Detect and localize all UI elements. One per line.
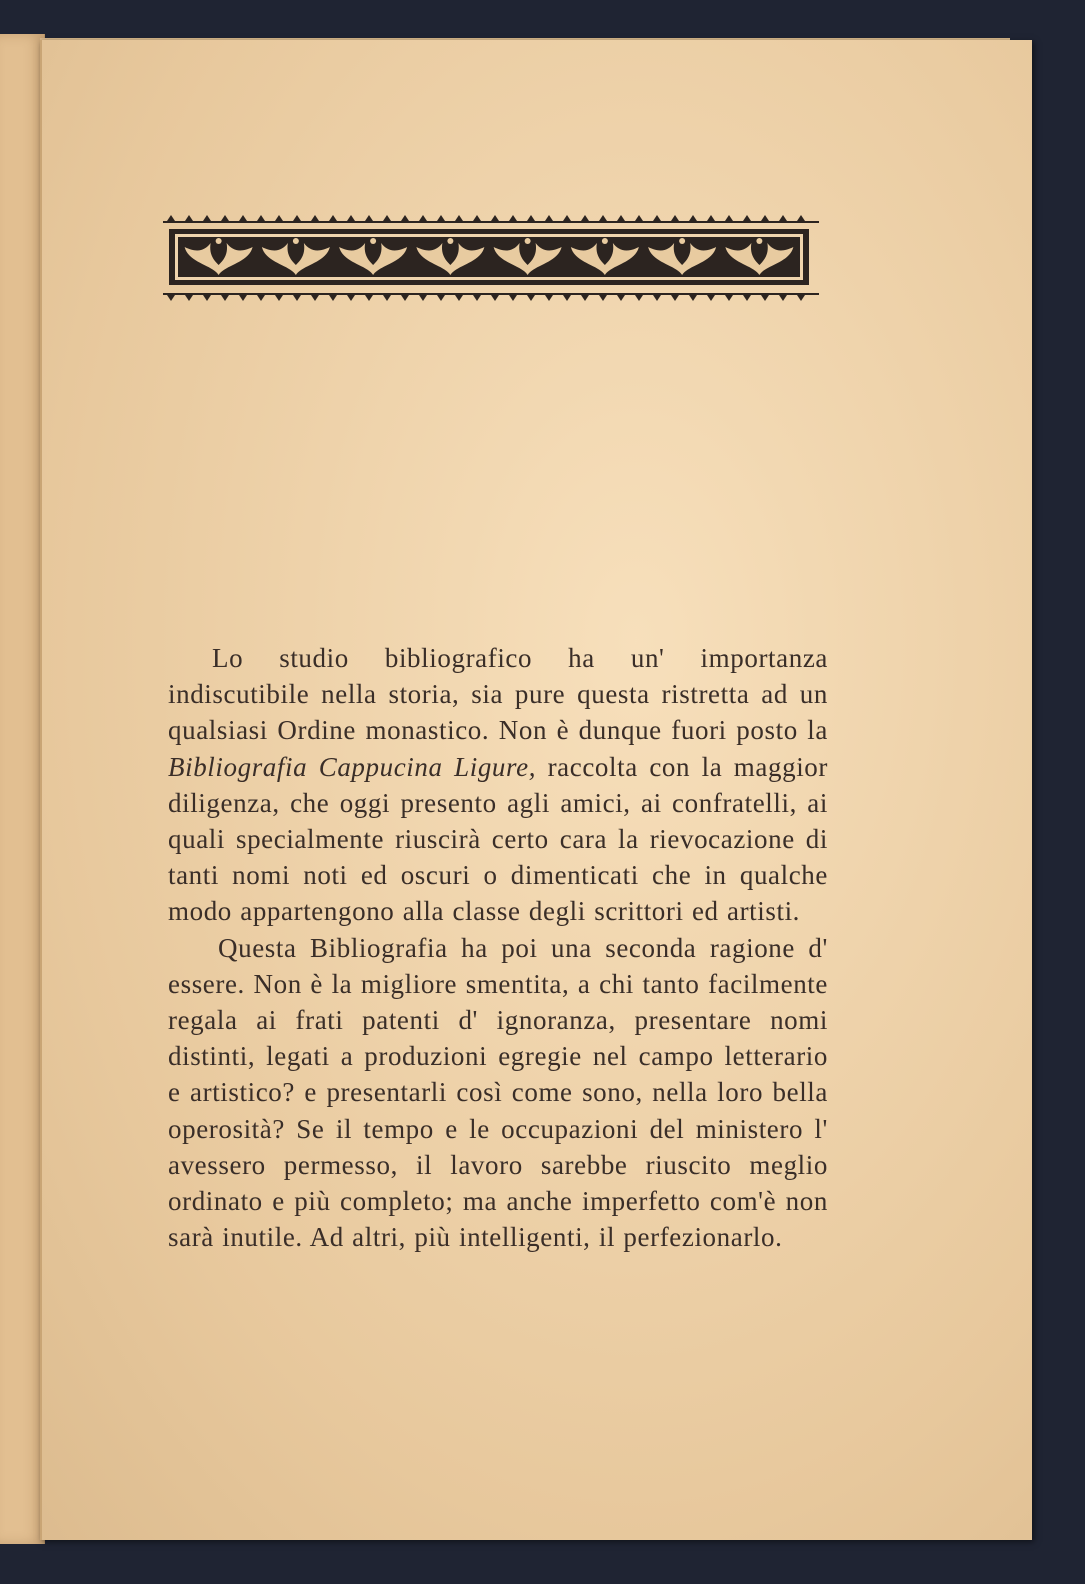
fringe-tick [509, 215, 517, 221]
fringe-tick [725, 295, 733, 301]
ornament-bottom-fringe [163, 293, 819, 295]
paragraph-1-text-end: raccolta con la maggior diligenza, che oggi presento agli amici, ai confratelli, ai quali specialmente riuscirà certo cara la rievocazione di tanti nomi noti ed oscuri o dimenticati che in qualche modo appartengono alla classe degli scrittori ed artisti. [168, 751, 828, 927]
fringe-tick [167, 295, 175, 301]
fringe-tick [347, 295, 355, 301]
ornament-bud [216, 238, 222, 244]
fringe-tick [365, 295, 373, 301]
fringe-tick [509, 295, 517, 301]
fringe-tick [599, 215, 607, 221]
fringe-tick [563, 215, 571, 221]
fringe-tick [419, 295, 427, 301]
fringe-tick [743, 215, 751, 221]
fringe-tick [257, 295, 265, 301]
fringe-tick [707, 295, 715, 301]
fringe-tick [329, 215, 337, 221]
fringe-tick [797, 215, 805, 221]
fringe-tick [203, 295, 211, 301]
fringe-tick [221, 215, 229, 221]
fringe-tick [617, 215, 625, 221]
fringe-tick [779, 295, 787, 301]
ornament-bud [602, 238, 608, 244]
fringe-tick [797, 295, 805, 301]
fringe-tick [221, 295, 229, 301]
fringe-tick [599, 295, 607, 301]
fringe-tick [383, 215, 391, 221]
paragraph-1 [168, 640, 828, 930]
fringe-tick [437, 295, 445, 301]
ornament-bud [293, 238, 299, 244]
fringe-tick [527, 295, 535, 301]
fringe-tick [545, 215, 553, 221]
fringe-tick [779, 215, 787, 221]
fringe-tick [689, 215, 697, 221]
ornament-bud [525, 238, 531, 244]
fringe-tick [365, 215, 373, 221]
fringe-tick [671, 215, 679, 221]
bibliography-title: Bibliografia Cappucina Ligure, [168, 751, 537, 782]
decorative-headpiece-ornament [163, 207, 819, 307]
previous-page-edge [0, 34, 45, 1544]
fringe-tick [743, 295, 751, 301]
fringe-tick [761, 215, 769, 221]
fringe-tick [311, 295, 319, 301]
fringe-tick [401, 215, 409, 221]
fringe-tick [185, 215, 193, 221]
fringe-tick [293, 295, 301, 301]
fringe-tick [167, 215, 175, 221]
ornament-bud [679, 238, 685, 244]
ornament-bud [370, 238, 376, 244]
fringe-tick [671, 295, 679, 301]
fringe-tick [545, 295, 553, 301]
fringe-tick [653, 215, 661, 221]
preface-text [168, 640, 828, 1255]
fringe-tick [635, 215, 643, 221]
fringe-tick [275, 215, 283, 221]
fringe-tick [527, 215, 535, 221]
fringe-tick [311, 215, 319, 221]
ornament-bud [756, 238, 762, 244]
fringe-tick [491, 295, 499, 301]
fringe-tick [473, 295, 481, 301]
fringe-tick [203, 215, 211, 221]
fringe-tick [491, 215, 499, 221]
fringe-tick [455, 215, 463, 221]
fringe-tick [707, 215, 715, 221]
fringe-tick [329, 295, 337, 301]
fringe-tick [581, 215, 589, 221]
fringe-tick [383, 295, 391, 301]
paragraph-1-text-start: Lo studio bibliografico ha un' importanza indiscutibile nella storia, sia pure questa ristretta ad un qualsiasi Ordine monastico. Non è dunque fuori posto la [168, 643, 828, 746]
fringe-tick [401, 295, 409, 301]
fringe-tick [653, 295, 661, 301]
fringe-tick [455, 295, 463, 301]
fringe-tick [635, 295, 643, 301]
fringe-tick [563, 295, 571, 301]
fringe-tick [419, 215, 427, 221]
fringe-tick [581, 295, 589, 301]
fringe-tick [239, 295, 247, 301]
fringe-tick [257, 215, 265, 221]
fringe-tick [689, 295, 697, 301]
fringe-tick [725, 215, 733, 221]
ornament-bud [447, 238, 453, 244]
fringe-tick [275, 295, 283, 301]
fringe-tick [239, 215, 247, 221]
fringe-tick [473, 215, 481, 221]
fringe-tick [617, 295, 625, 301]
fringe-tick [293, 215, 301, 221]
fringe-tick [761, 295, 769, 301]
ornament-top-fringe [163, 221, 819, 223]
paragraph-2: Questa Bibliografia ha poi una seconda ragione d' essere. Non è la migliore smentita, a chi tanto facilmente regala ai frati patenti d' ignoranza, presentare nomi distinti, legati a produzioni egregie nel campo letterario e artistico? e presentarli così come sono, nella loro bella operosità? Se il tempo e le occupazioni del ministero l' avessero permesso, il lavoro sarebbe riuscito meglio ordinato e più completo; ma anche imperfetto com'è non sarà inutile. Ad altri, più intelligenti, il perfezionarlo. [168, 932, 828, 1253]
fringe-tick [185, 295, 193, 301]
fringe-tick [347, 215, 355, 221]
fringe-tick [437, 215, 445, 221]
